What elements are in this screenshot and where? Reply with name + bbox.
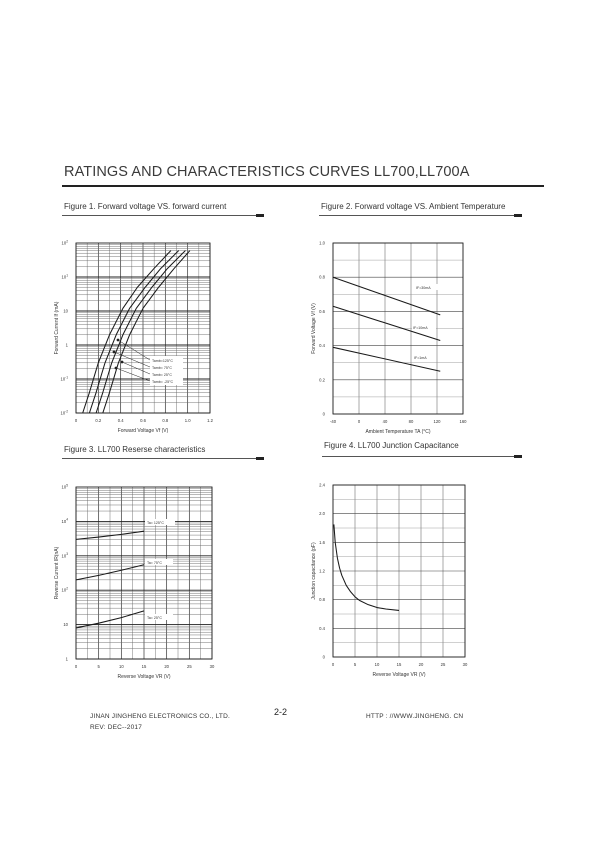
fig2-x-tick-label: -40 [329,419,337,424]
fig4-y-tick-label: 1.6 [319,539,325,545]
fig3-y-tick-label: 10 [63,622,68,628]
fig4-x-tick-label: 30 [462,662,468,667]
fig2-series-line [333,277,440,315]
fig1-x-tick-label: 0.4 [117,418,124,423]
fig2-y-tick-label: 0.6 [319,308,325,314]
fig1-x-tick-label: 0.6 [140,418,146,423]
fig1-legend-leader [122,362,150,374]
fig4-y-tick-label: 0.8 [319,597,325,603]
fig1-legend-arrowhead [117,339,120,342]
fig2-series-label: IF=10mA [413,326,428,330]
fig1-y-axis-label: Forward Current If (mA) [54,301,60,355]
fig2-y-tick-label: 0 [322,411,325,417]
fig1-series-line [83,251,171,413]
fig3-y-tick-label: $10^3$ [61,552,68,559]
fig1-x-tick-label: 1.2 [207,418,213,423]
fig1-x-tick-label: 0.8 [162,418,169,423]
fig4-x-tick-label: 10 [374,662,380,667]
fig1-legend-label: Tamb=125°C [152,359,173,363]
fig3-x-tick-label: 0 [74,664,78,669]
footer-revision: REV: DEC--2017 [90,724,143,731]
fig1-y-tick-label: $10^2$ [61,239,68,246]
fig4-series-line [334,524,399,610]
fig2-series-label: IF=30mA [416,286,431,290]
fig2-chart [311,241,467,436]
fig2-x-tick-label: 0 [357,419,361,424]
fig3-x-tick-label: 30 [209,664,215,669]
fig3-series-label: Ta= 125°C [147,521,164,525]
fig1-x-tick-label: 0 [74,418,78,423]
fig4-title: Figure 4. LL700 Junction Capacitance [324,441,459,450]
fig4-y-tick-label: 1.2 [319,568,325,574]
fig1-legend-leader [118,340,150,360]
fig2-title: Figure 2. Forward voltage VS. Ambient Temperature [321,202,506,211]
fig3-chart [54,483,215,680]
fig4-x-tick-label: 20 [418,662,424,667]
fig4-y-tick-label: 0 [322,654,325,660]
fig1-x-axis-label: Forward Voltage Vf (V) [117,428,169,434]
fig3-y-axis-label: Reverse Current IR(nA) [54,546,60,600]
fig2-y-axis-label: Forward Voltage Vf (V) [311,303,317,354]
fig1-legend-label: Tamb= 75°C [152,366,172,370]
fig3-x-tick-label: 5 [97,664,100,669]
fig3-y-tick-label: $10^5$ [61,483,68,490]
fig2-y-tick-label: 1.0 [319,240,325,246]
fig4-y-tick-label: 0.4 [319,625,325,631]
fig2-series-label: IF=1mA [414,356,427,360]
fig4-chart [311,483,468,679]
fig3-y-tick-label: 1 [65,656,68,662]
fig1-y-tick-label: $10^{-2}$ [60,409,68,416]
fig2-y-tick-label: 0.8 [319,274,325,280]
fig4-y-tick-label: 2.0 [319,511,325,517]
fig3-x-tick-label: 20 [164,664,170,669]
fig1-title: Figure 1. Forward voltage VS. forward current [64,202,227,211]
fig3-series-label: Ta= 75°C [147,561,162,565]
fig1-y-tick-label: $10^1$ [61,273,68,280]
fig2-y-tick-label: 0.2 [319,377,325,383]
fig1-y-tick-label: $10^{-1}$ [60,375,68,382]
fig1-y-tick-label: 1 [65,342,68,348]
fig4-y-tick-label: 2.4 [319,482,325,488]
fig2-x-tick-label: 120 [433,419,441,424]
fig2-x-tick-label: 160 [459,419,467,424]
fig3-x-tick-label: 10 [118,664,124,669]
fig1-legend-label: Tamb= -25°C [152,380,174,384]
footer-url: HTTP : //WWW.JINGHENG. CN [366,713,464,720]
fig1-series-line [103,251,190,413]
fig2-y-tick-label: 0.4 [319,343,325,349]
page-title: RATINGS AND CHARACTERISTICS CURVES LL700,LL700A [64,164,470,180]
fig1-x-tick-label: 1.0 [184,418,191,423]
fig4-x-tick-label: 15 [396,662,402,667]
fig1-y-tick-label: 10 [63,308,68,314]
fig4-x-axis-label: Reverse Voltage VR (V) [372,672,426,678]
fig3-y-tick-label: $10^4$ [61,517,68,524]
page-number: 2-2 [274,707,288,717]
fig3-x-tick-label: 15 [141,664,147,669]
fig4-x-tick-label: 0 [331,662,335,667]
fig2-x-tick-label: 80 [408,419,414,424]
fig4-x-tick-label: 5 [353,662,357,667]
fig1-legend-label: Tamb= 25°C [152,373,172,377]
fig3-x-tick-label: 25 [186,664,192,669]
fig4-x-tick-label: 25 [440,662,446,667]
fig2-x-axis-label: Ambient Temperature TA (°C) [365,429,431,435]
fig4-y-axis-label: Junction capacitance (pF) [311,542,317,600]
fig1-x-tick-label: 0.2 [95,418,102,423]
fig3-y-tick-label: $10^2$ [61,586,68,593]
fig1-legend-arrowhead [113,351,116,354]
fig2-x-tick-label: 40 [382,419,388,424]
footer-company: JINAN JINGHENG ELECTRONICS CO., LTD. [90,713,230,720]
fig3-series-label: Ta= 25°C [147,616,162,620]
fig1-legend-arrowhead [115,367,118,370]
fig3-title: Figure 3. LL700 Reserse characteristics [64,445,206,454]
fig1-legend-arrowhead [121,361,124,364]
fig3-x-axis-label: Reverse Voltage VR (V) [117,674,171,680]
fig1-chart [54,239,214,434]
